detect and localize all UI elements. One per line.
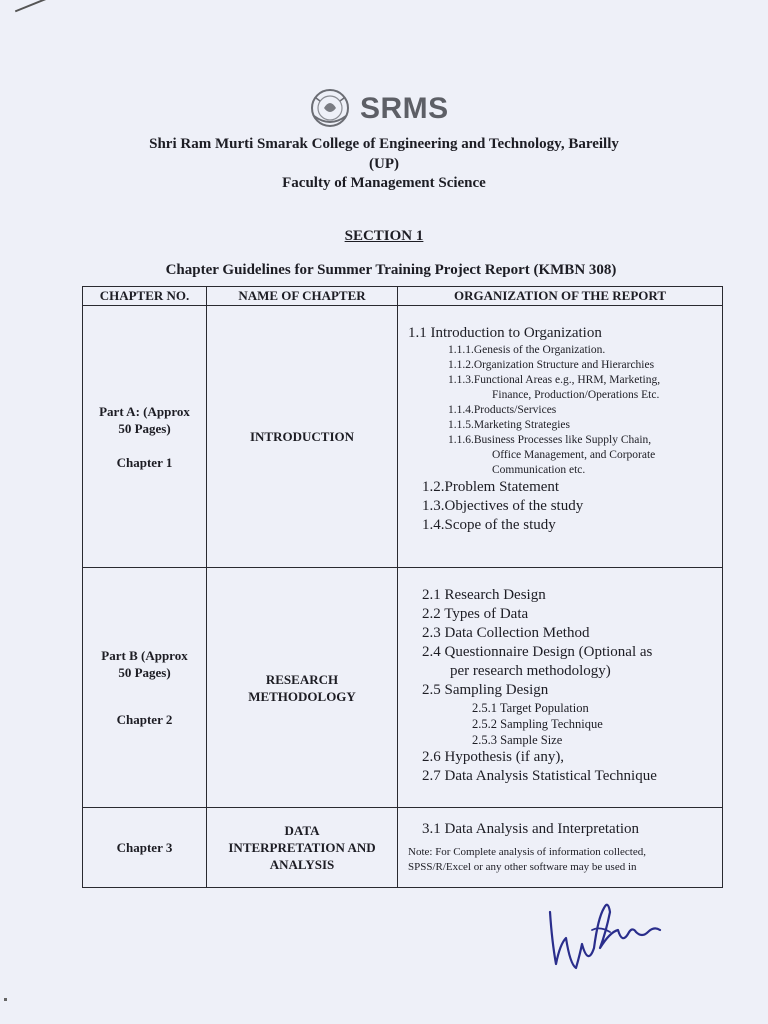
table-row xyxy=(83,306,723,568)
list-item: 1.1.1.Genesis of the Organization. xyxy=(448,344,606,356)
chapter-name-cell xyxy=(207,808,398,888)
column-header-organization: ORGANIZATION OF THE REPORT xyxy=(398,287,723,306)
list-item: 1.1.2.Organization Structure and Hierarchies xyxy=(448,359,655,371)
list-item: 1.4.Scope of the study xyxy=(422,517,556,533)
list-item: 2.4 Questionnaire Design (Optional as xyxy=(422,644,653,660)
note-text: Note: For Complete analysis of information collected, xyxy=(408,846,646,858)
list-item: 2.7 Data Analysis Statistical Technique xyxy=(422,768,657,784)
list-item: 2.5.2 Sampling Technique xyxy=(472,717,603,731)
scan-speck xyxy=(4,998,7,1001)
organization-cell xyxy=(398,568,723,808)
section-heading xyxy=(0,228,768,245)
column-header-name-of-chapter: NAME OF CHAPTER xyxy=(207,287,398,306)
chapter-name: ANALYSIS xyxy=(269,857,335,872)
chapter-name-cell xyxy=(207,306,398,568)
college-state: (UP) xyxy=(369,156,399,172)
list-item: 1.1.4.Products/Services xyxy=(448,404,557,416)
chapter-cell xyxy=(83,568,207,808)
list-item: Office Management, and Corporate xyxy=(492,449,656,461)
chapter-cell xyxy=(83,306,207,568)
section-title: SECTION 1 xyxy=(344,228,424,244)
list-item: 2.2 Types of Data xyxy=(422,606,529,622)
pages-label: 50 Pages) xyxy=(118,665,171,680)
chapter-name: DATA xyxy=(284,823,320,838)
list-item: 1.1.5.Marketing Strategies xyxy=(448,419,571,431)
chapter-name: INTERPRETATION AND xyxy=(228,840,376,855)
part-label: Part B (Approx xyxy=(101,648,188,663)
chapter-label: Chapter 2 xyxy=(116,712,173,727)
college-emblem-icon xyxy=(306,86,354,132)
list-item: Finance, Production/Operations Etc. xyxy=(492,389,660,401)
chapter-label: Chapter 1 xyxy=(116,454,173,470)
guidelines-title: Chapter Guidelines for Summer Training Project Report (KMBN 308) xyxy=(165,262,617,278)
srms-logo xyxy=(306,86,466,132)
list-item: 1.1 Introduction to Organization xyxy=(408,325,602,341)
pen-mark xyxy=(15,0,47,12)
chapter-name: RESEARCH xyxy=(265,671,339,687)
list-item: 1.1.6.Business Processes like Supply Chain, xyxy=(448,434,652,446)
column-header-chapter-no: CHAPTER NO. xyxy=(83,287,207,306)
list-item: Communication etc. xyxy=(492,464,586,476)
faculty-name: Faculty of Management Science xyxy=(282,175,486,191)
college-name: Shri Ram Murti Smarak College of Engineering and Technology, Bareilly xyxy=(149,136,619,152)
handwritten-signature xyxy=(542,900,677,975)
list-item: 1.1.3.Functional Areas e.g., HRM, Marketing, xyxy=(448,374,661,386)
pages-label: 50 Pages) xyxy=(118,420,171,436)
note-text: SPSS/R/Excel or any other software may be used in xyxy=(408,861,637,873)
table-header-row xyxy=(83,287,723,306)
organization-cell xyxy=(398,306,723,568)
list-item: 2.3 Data Collection Method xyxy=(422,625,590,641)
part-label: Part A: (Approx xyxy=(99,403,190,419)
list-item: per research methodology) xyxy=(450,663,611,679)
chapter-label: Chapter 3 xyxy=(116,840,173,855)
list-item: 1.3.Objectives of the study xyxy=(422,498,584,514)
table-row xyxy=(83,808,723,888)
list-item: 2.5.3 Sample Size xyxy=(472,733,563,747)
chapter-name: INTRODUCTION xyxy=(249,429,354,444)
chapter-cell xyxy=(83,808,207,888)
list-item: 2.6 Hypothesis (if any), xyxy=(422,749,565,765)
list-item: 1.2.Problem Statement xyxy=(422,479,560,495)
organization-cell xyxy=(398,808,723,888)
chapter-guidelines-table xyxy=(82,286,723,888)
chapter-name-cell xyxy=(207,568,398,808)
list-item: 2.5 Sampling Design xyxy=(422,682,549,698)
list-item: 2.1 Research Design xyxy=(422,587,546,603)
list-item: 2.5.1 Target Population xyxy=(472,701,589,715)
table-row xyxy=(83,568,723,808)
logo-text: SRMS xyxy=(360,92,449,125)
list-item: 3.1 Data Analysis and Interpretation xyxy=(422,821,640,837)
chapter-name: METHODOLOGY xyxy=(248,688,356,704)
